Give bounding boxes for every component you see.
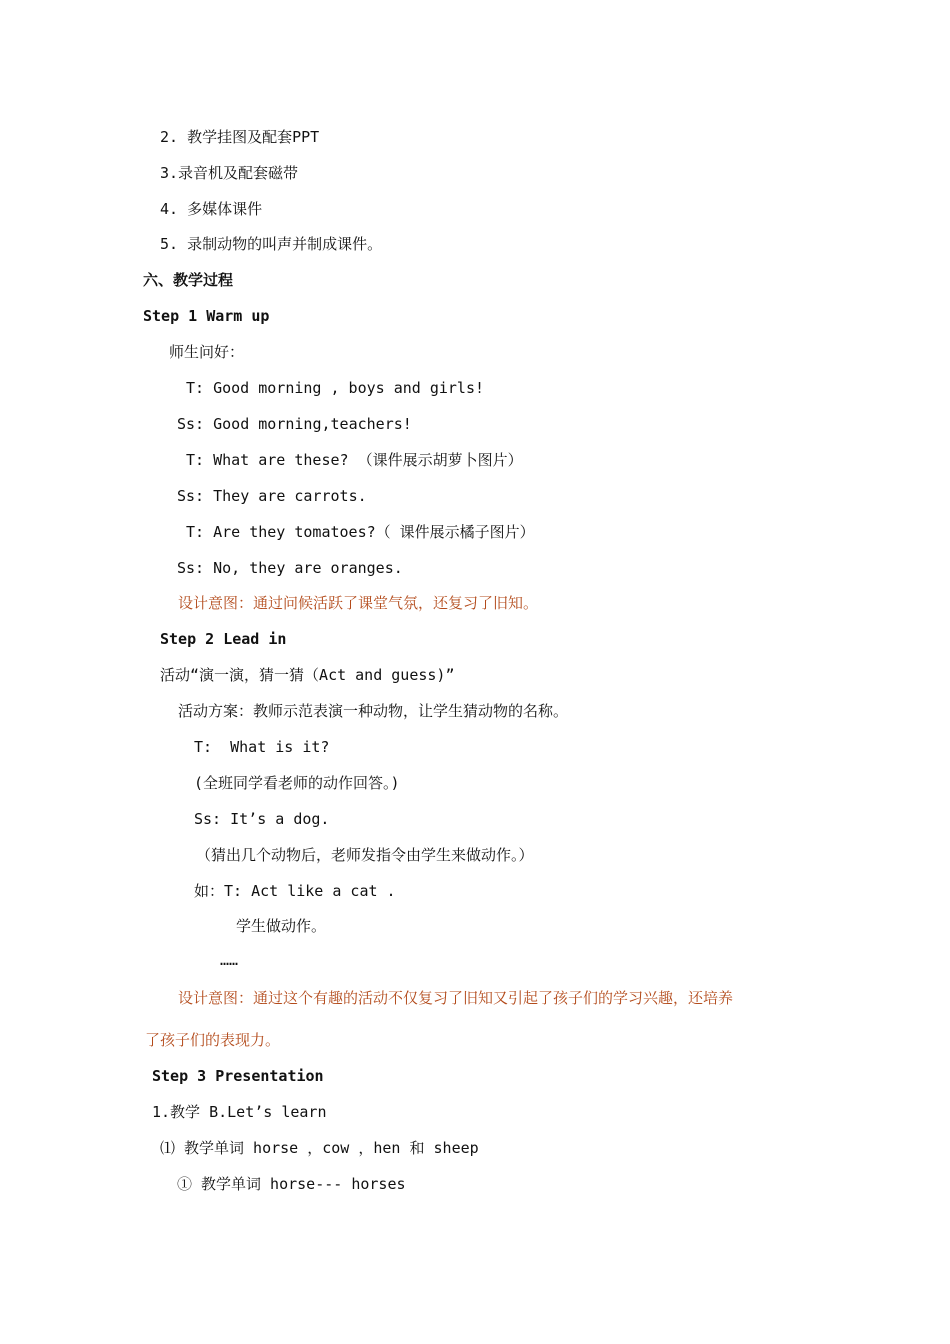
step2-title: Step 2 Lead in [160, 630, 287, 648]
step1-dialogue-line: Ss: No, they are oranges. [177, 559, 403, 577]
step1-title: Step 1 Warm up [143, 307, 270, 325]
step2-line: 学生做动作。 [236, 917, 327, 935]
step1-dialogue-line: Ss: Good morning,teachers! [177, 415, 412, 433]
step2-ellipsis: …… [220, 951, 239, 969]
step2-line: (全班同学看老师的动作回答。) [194, 774, 400, 792]
step1-dialogue-line: T: What are these? （课件展示胡萝卜图片） [186, 451, 523, 469]
step1-intro: 师生问好： [169, 343, 245, 361]
step1-dialogue-line: T: Good morning , boys and girls! [186, 379, 485, 397]
step2-line: （猜出几个动物后，老师发指令由学生来做动作。） [196, 846, 534, 864]
step2-activity: 活动“演一演，猜一猜（Act and guess)” [160, 666, 455, 684]
step2-plan: 活动方案：教师示范表演一种动物，让学生猜动物的名称。 [178, 702, 569, 720]
material-item-2: 2. 教学挂图及配套PPT [160, 128, 320, 146]
step3-item1: 1.教学 B.Let’s learn [152, 1103, 327, 1121]
step3-sub1a: ① 教学单词 horse--- horses [177, 1175, 406, 1193]
material-item-5: 5. 录制动物的叫声并制成课件。 [160, 235, 383, 253]
step3-title: Step 3 Presentation [152, 1067, 324, 1085]
step3-sub1: ⑴ 教学单词 horse ，cow ，hen 和 sheep [160, 1139, 479, 1157]
step2-line: Ss: It’s a dog. [194, 810, 330, 828]
step2-design-note-line1: 设计意图：通过这个有趣的活动不仅复习了旧知又引起了孩子们的学习兴趣，还培养 [178, 989, 734, 1007]
step1-dialogue-line: Ss: They are carrots. [177, 487, 367, 505]
step1-dialogue-line: T: Are they tomatoes?（ 课件展示橘子图片） [186, 523, 535, 541]
section-heading: 六、教学过程 [143, 271, 234, 289]
material-item-3: 3.录音机及配套磁带 [160, 164, 299, 182]
material-item-4: 4. 多媒体课件 [160, 200, 263, 218]
step2-line: T: What is it? [194, 738, 330, 756]
step1-design-note: 设计意图：通过问候活跃了课堂气氛，还复习了旧知。 [178, 594, 539, 612]
step2-line: 如：T: Act like a cat . [194, 882, 396, 900]
step2-design-note-line2: 了孩子们的表现力。 [145, 1031, 281, 1049]
